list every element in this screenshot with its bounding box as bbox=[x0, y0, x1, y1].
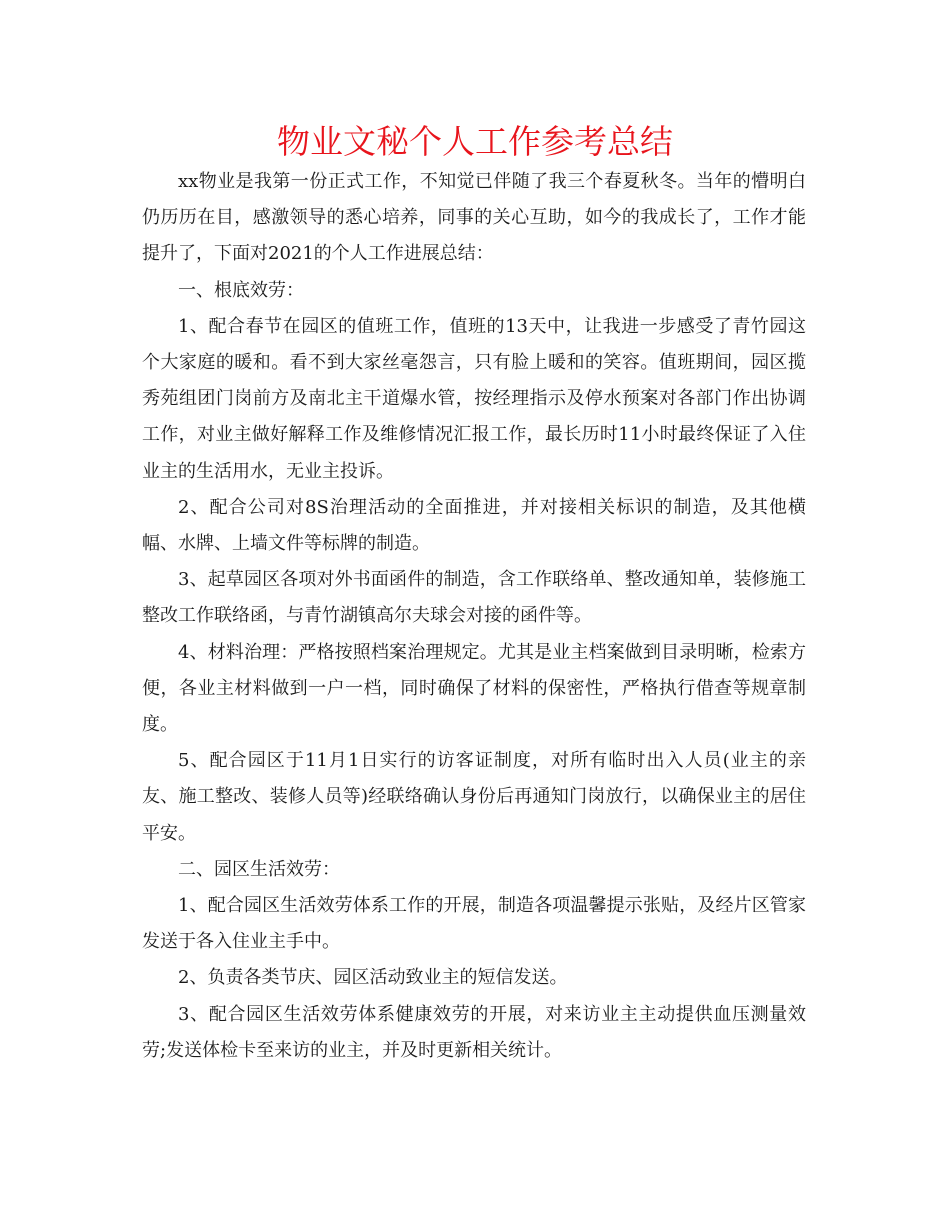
paragraph-item: 2、配合公司对8S治理活动的全面推进，并对接相关标识的制造，及其他横幅、水牌、上墙文件等标牌的制造。 bbox=[142, 496, 806, 555]
paragraph-item: 3、配合园区生活效劳体系健康效劳的开展，对来访业主主动提供血压测量效劳;发送体检卡至来访的业主，并及时更新相关统计。 bbox=[142, 1003, 806, 1061]
document-body bbox=[142, 164, 806, 1069]
paragraph-item: 1、配合园区生活效劳体系工作的开展，制造各项温馨提示张贴，及经片区管家发送于各入住业主手中。 bbox=[142, 895, 806, 953]
section-heading-basic-service: 一、根底效劳： bbox=[178, 279, 304, 301]
section-heading-community-service: 二、园区生活效劳： bbox=[178, 858, 340, 880]
paragraph-item: 2、负责各类节庆、园区活动致业主的短信发送。 bbox=[178, 967, 568, 989]
paragraph-item: 1、配合春节在园区的值班工作，值班的13天中，让我进一步感受了青竹园这个大家庭的暖和。看不到大家丝毫怨言，只有脸上暖和的笑容。值班期间，园区揽秀苑组团门岗前方及南北主干道爆水管，按经理指示及停水预案对各部门作出协调工作，对业主做好解释工作及维修情况汇报工作，最长历时11小时最终保证了入住业主的生活用水，无业主投诉。 bbox=[142, 315, 806, 482]
paragraph-item: 4、材料治理：严格按照档案治理规定。尤其是业主档案做到目录明晰，检索方便，各业主材料做到一户一档，同时确保了材料的保密性，严格执行借查等规章制度。 bbox=[142, 641, 806, 736]
document-title: 物业文秘个人工作参考总结 bbox=[277, 122, 673, 161]
paragraph-item: 5、配合园区于11月1日实行的访客证制度，对所有临时出入人员(业主的亲友、施工整改、装修人员等)经联络确认身份后再通知门岗放行，以确保业主的居住平安。 bbox=[142, 750, 806, 844]
paragraph-intro: xx物业是我第一份正式工作，不知觉已伴随了我三个春夏秋冬。当年的懵明白仍历历在目，感激领导的悉心培养，同事的关心互助，如今的我成长了，工作才能提升了，下面对2021的个人工作进展总结： bbox=[142, 171, 806, 265]
paragraph-item: 3、起草园区各项对外书面函件的制造，含工作联络单、整改通知单，装修施工整改工作联络函，与青竹湖镇高尔夫球会对接的函件等。 bbox=[142, 569, 806, 627]
